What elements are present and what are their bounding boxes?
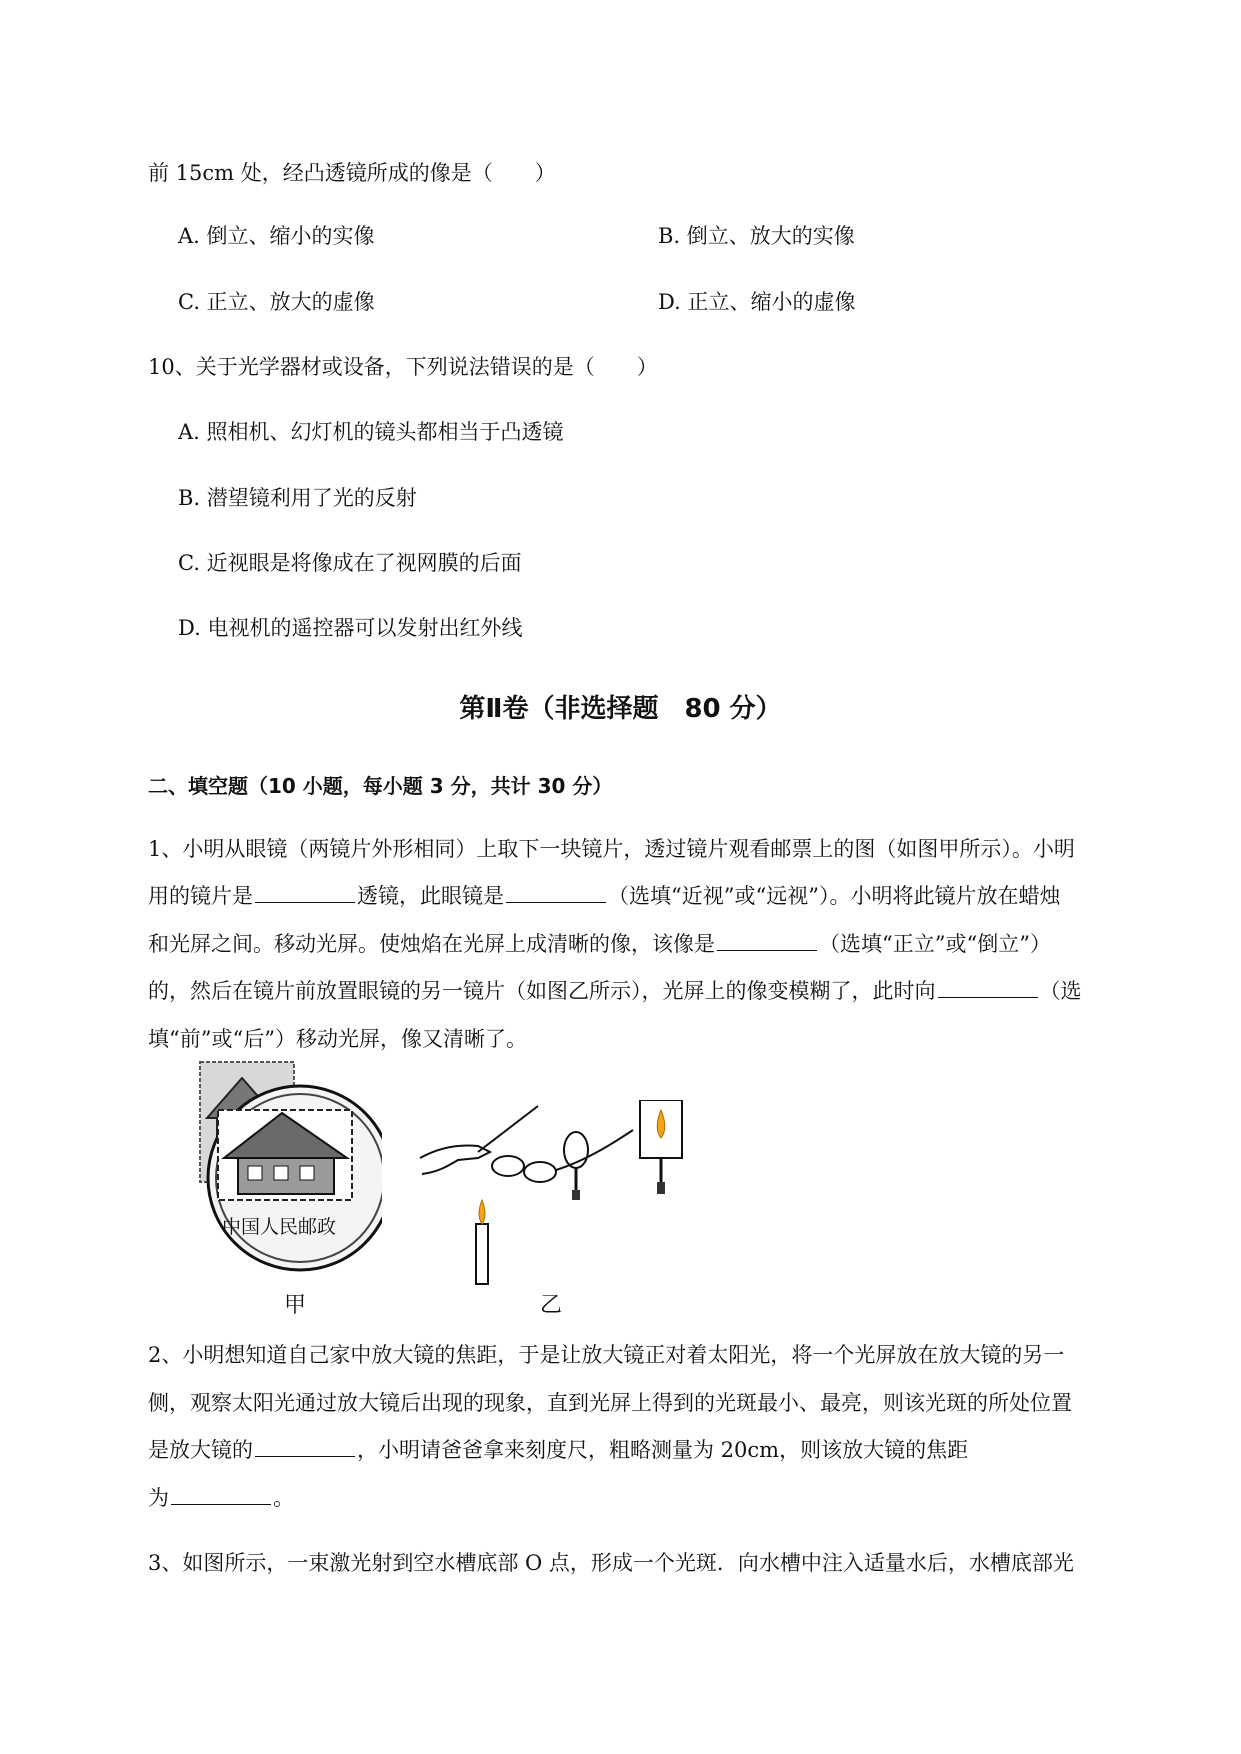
answer-blank[interactable] — [255, 1436, 355, 1457]
q9-option-b: B. 倒立、放大的实像 — [658, 224, 855, 248]
figure-label-a: 甲 — [284, 1293, 307, 1318]
fill1-text: （选 — [1039, 979, 1082, 1003]
q9-option-d: D. 正立、缩小的虚像 — [658, 290, 856, 314]
part-heading: 二、填空题（10 小题，每小题 3 分，共计 30 分） — [148, 774, 613, 798]
fill1-text: （选填“正立”或“倒立”） — [819, 932, 1051, 956]
q10-option-d: D. 电视机的遥控器可以发射出红外线 — [178, 616, 523, 640]
q10-option-a: A. 照相机、幻灯机的镜头都相当于凸透镜 — [178, 420, 564, 444]
fill2-text: ，小明请爸爸拿来刻度尺，粗略测量为 20cm，则该放大镜的焦距 — [357, 1438, 969, 1462]
figure-candle-glasses — [418, 1100, 718, 1290]
q10-stem: 10、关于光学器材或设备，下列说法错误的是（ ） — [148, 355, 658, 379]
section-title: 第Ⅱ卷（非选择题 80 分） — [459, 694, 782, 724]
answer-blank[interactable] — [717, 930, 817, 951]
fill2-line-2: 侧，观察太阳光通过放大镜后出现的现象，直到光屏上得到的光斑最小、最亮，则该光斑的所处位置 — [148, 1391, 1072, 1415]
figure-label-b: 乙 — [540, 1293, 563, 1318]
fill2-line-3 — [148, 1435, 968, 1465]
answer-blank[interactable] — [255, 882, 355, 903]
fill1-text: 透镜，此眼镜是 — [357, 884, 504, 908]
fill2-line-1: 2、小明想知道自己家中放大镜的焦距，于是让放大镜正对着太阳光，将一个光屏放在放大镜的另一 — [148, 1343, 1065, 1367]
fill2-text: 。 — [273, 1486, 294, 1510]
answer-blank[interactable] — [171, 1484, 271, 1505]
stamp-text: 中国人民邮政 — [222, 1216, 337, 1238]
fill2-line-4 — [148, 1483, 294, 1513]
figure-stamp-lens — [182, 1058, 382, 1283]
fill1-line-3 — [148, 929, 1051, 959]
fill1-line-5: 填“前”或“后”）移动光屏，像又清晰了。 — [148, 1027, 527, 1051]
fill1-text: 和光屏之间。移动光屏。使烛焰在光屏上成清晰的像，该像是 — [148, 932, 715, 956]
q9-stem: 前 15cm 处，经凸透镜所成的像是（ ） — [148, 161, 556, 185]
fill1-line-1: 1、小明从眼镜（两镜片外形相同）上取下一块镜片，透过镜片观看邮票上的图（如图甲所示）。小明 — [148, 837, 1075, 861]
fill2-text: 是放大镜的 — [148, 1438, 253, 1462]
fill3-line-1: 3、如图所示，一束激光射到空水槽底部 O 点，形成一个光斑．向水槽中注入适量水后，水槽底部光 — [148, 1551, 1074, 1575]
q10-option-c: C. 近视眼是将像成在了视网膜的后面 — [178, 551, 522, 575]
fill1-text: 用的镜片是 — [148, 884, 253, 908]
fill2-text: 为 — [148, 1486, 169, 1510]
fill1-text: （选填“近视”或“远视”）。小明将此镜片放在蜡烛 — [608, 884, 1061, 908]
answer-blank[interactable] — [506, 882, 606, 903]
fill1-text: 的，然后在镜片前放置眼镜的另一镜片（如图乙所示），光屏上的像变模糊了，此时向 — [148, 979, 936, 1003]
q10-option-b: B. 潜望镜利用了光的反射 — [178, 486, 417, 510]
answer-blank[interactable] — [938, 977, 1038, 998]
q9-option-a: A. 倒立、缩小的实像 — [178, 224, 375, 248]
q9-option-c: C. 正立、放大的虚像 — [178, 290, 375, 314]
fill1-line-4 — [148, 976, 1082, 1006]
fill1-line-2 — [148, 881, 1060, 911]
